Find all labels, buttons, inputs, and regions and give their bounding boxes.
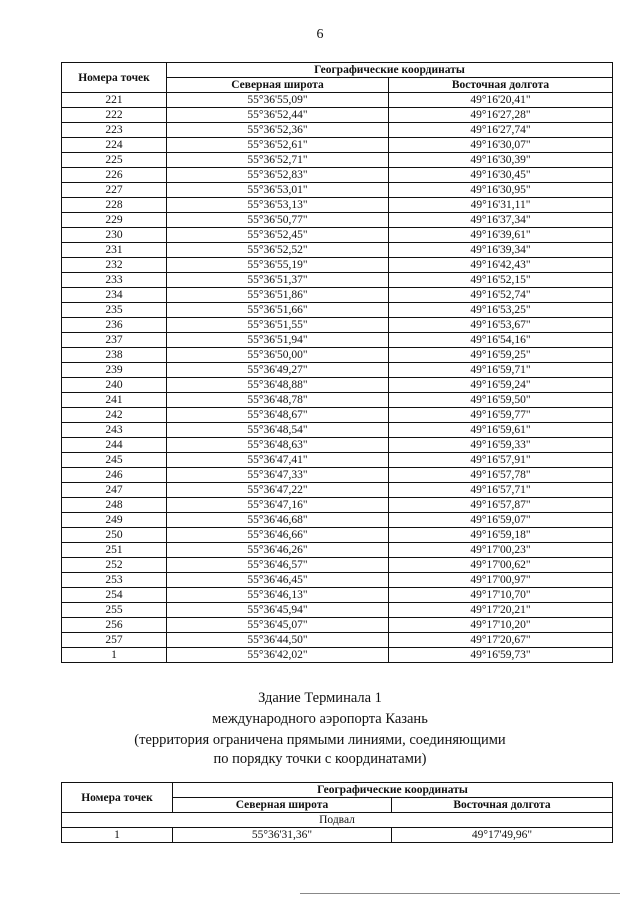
point-number-cell: 256: [62, 618, 167, 633]
latitude-cell: 55°36'46,45": [167, 573, 389, 588]
latitude-cell: 55°36'47,16": [167, 498, 389, 513]
latitude-cell: 55°36'51,86": [167, 288, 389, 303]
latitude-cell: 55°36'51,55": [167, 318, 389, 333]
table-row: [62, 348, 613, 363]
point-number-cell: 236: [62, 318, 167, 333]
longitude-cell: 49°17'10,70": [389, 588, 613, 603]
latitude-cell: 55°36'52,44": [167, 108, 389, 123]
latitude-cell: 55°36'55,09": [167, 93, 389, 108]
point-number-cell: 249: [62, 513, 167, 528]
longitude-cell: 49°16'57,78": [389, 468, 613, 483]
latitude-cell: 55°36'42,02": [167, 648, 389, 663]
longitude-cell: 49°16'37,34": [389, 213, 613, 228]
longitude-cell: 49°17'20,67": [389, 633, 613, 648]
longitude-cell: 49°16'30,07": [389, 138, 613, 153]
longitude-cell: 49°16'53,25": [389, 303, 613, 318]
longitude-cell: 49°16'59,61": [389, 423, 613, 438]
point-number-cell: 253: [62, 573, 167, 588]
latitude-cell: 55°36'46,26": [167, 543, 389, 558]
section-heading-note-line2: по порядку точки с координатами): [213, 751, 427, 767]
longitude-cell: 49°16'59,50": [389, 393, 613, 408]
table-row: [62, 243, 613, 258]
table-row: [62, 273, 613, 288]
point-number-cell: 223: [62, 123, 167, 138]
header-geo-coordinates: Географические координаты: [173, 783, 613, 798]
point-number-cell: 237: [62, 333, 167, 348]
longitude-cell: 49°16'30,39": [389, 153, 613, 168]
latitude-cell: 55°36'49,27": [167, 363, 389, 378]
longitude-cell: 49°16'27,28": [389, 108, 613, 123]
point-number-cell: 248: [62, 498, 167, 513]
point-number-cell: 241: [62, 393, 167, 408]
longitude-cell: 49°16'31,11": [389, 198, 613, 213]
table-row: [62, 378, 613, 393]
table-row: [62, 618, 613, 633]
table-row: [62, 213, 613, 228]
point-number-cell: 1: [62, 828, 173, 843]
longitude-cell: 49°16'57,87": [389, 498, 613, 513]
point-number-cell: 254: [62, 588, 167, 603]
table-row: [62, 123, 613, 138]
point-number-cell: 221: [62, 93, 167, 108]
latitude-cell: 55°36'48,54": [167, 423, 389, 438]
header-east-longitude: Восточная долгота: [392, 798, 613, 813]
point-number-cell: 228: [62, 198, 167, 213]
latitude-cell: 55°36'48,67": [167, 408, 389, 423]
longitude-cell: 49°16'39,61": [389, 228, 613, 243]
table-row: [62, 603, 613, 618]
longitude-cell: 49°17'20,21": [389, 603, 613, 618]
latitude-cell: 55°36'52,83": [167, 168, 389, 183]
latitude-cell: 55°36'52,71": [167, 153, 389, 168]
table-row: [62, 468, 613, 483]
latitude-cell: 55°36'51,37": [167, 273, 389, 288]
point-number-cell: 222: [62, 108, 167, 123]
header-point-numbers: Номера точек: [62, 783, 173, 813]
header-east-longitude: Восточная долгота: [389, 78, 613, 93]
table-row: [62, 198, 613, 213]
latitude-cell: 55°36'48,88": [167, 378, 389, 393]
longitude-cell: 49°17'49,96": [392, 828, 613, 843]
latitude-cell: 55°36'48,63": [167, 438, 389, 453]
table-row: [62, 528, 613, 543]
terminal-coordinates-table-body: [62, 828, 613, 843]
table-row: [62, 228, 613, 243]
point-number-cell: 250: [62, 528, 167, 543]
latitude-cell: 55°36'53,13": [167, 198, 389, 213]
point-number-cell: 224: [62, 138, 167, 153]
latitude-cell: 55°36'48,78": [167, 393, 389, 408]
table-row: [62, 543, 613, 558]
table-row: [62, 633, 613, 648]
table-row: [62, 498, 613, 513]
longitude-cell: 49°16'59,25": [389, 348, 613, 363]
table-row: [62, 438, 613, 453]
latitude-cell: 55°36'46,66": [167, 528, 389, 543]
table-row: [62, 393, 613, 408]
longitude-cell: 49°17'00,62": [389, 558, 613, 573]
point-number-cell: 245: [62, 453, 167, 468]
latitude-cell: 55°36'46,57": [167, 558, 389, 573]
latitude-cell: 55°36'51,66": [167, 303, 389, 318]
section-label-basement: Подвал: [62, 813, 613, 828]
table-row: [62, 303, 613, 318]
longitude-cell: 49°16'59,71": [389, 363, 613, 378]
point-number-cell: 252: [62, 558, 167, 573]
point-number-cell: 257: [62, 633, 167, 648]
longitude-cell: 49°16'30,45": [389, 168, 613, 183]
point-number-cell: 239: [62, 363, 167, 378]
longitude-cell: 49°16'59,33": [389, 438, 613, 453]
latitude-cell: 55°36'45,07": [167, 618, 389, 633]
longitude-cell: 49°16'53,67": [389, 318, 613, 333]
latitude-cell: 55°36'44,50": [167, 633, 389, 648]
table-row: [62, 828, 613, 843]
coordinates-table-body: [62, 93, 613, 663]
longitude-cell: 49°16'42,43": [389, 258, 613, 273]
table-row: [62, 648, 613, 663]
longitude-cell: 49°16'59,24": [389, 378, 613, 393]
point-number-cell: 246: [62, 468, 167, 483]
point-number-cell: 255: [62, 603, 167, 618]
longitude-cell: 49°16'27,74": [389, 123, 613, 138]
latitude-cell: 55°36'45,94": [167, 603, 389, 618]
table-row: [62, 558, 613, 573]
point-number-cell: 233: [62, 273, 167, 288]
table-row: [62, 483, 613, 498]
table-row: [62, 408, 613, 423]
point-number-cell: 240: [62, 378, 167, 393]
header-point-numbers: Номера точек: [62, 63, 167, 93]
table-row: [62, 153, 613, 168]
table-row: [62, 108, 613, 123]
point-number-cell: 229: [62, 213, 167, 228]
longitude-cell: 49°16'57,91": [389, 453, 613, 468]
longitude-cell: 49°16'59,18": [389, 528, 613, 543]
longitude-cell: 49°16'54,16": [389, 333, 613, 348]
point-number-cell: 242: [62, 408, 167, 423]
latitude-cell: 55°36'50,00": [167, 348, 389, 363]
point-number-cell: 227: [62, 183, 167, 198]
table-row: [62, 588, 613, 603]
table-row: [62, 453, 613, 468]
table-row: [62, 363, 613, 378]
point-number-cell: 238: [62, 348, 167, 363]
longitude-cell: 49°16'59,73": [389, 648, 613, 663]
header-north-latitude: Северная широта: [167, 78, 389, 93]
table-row: [62, 258, 613, 273]
longitude-cell: 49°17'00,97": [389, 573, 613, 588]
point-number-cell: 234: [62, 288, 167, 303]
point-number-cell: 251: [62, 543, 167, 558]
coordinates-table: [61, 62, 613, 663]
table-row: [62, 333, 613, 348]
section-heading-subtitle: международного аэропорта Казань: [212, 711, 428, 727]
page-number: 6: [316, 27, 324, 42]
terminal-coordinates-table: [61, 782, 613, 843]
latitude-cell: 55°36'52,45": [167, 228, 389, 243]
latitude-cell: 55°36'52,61": [167, 138, 389, 153]
latitude-cell: 55°36'47,33": [167, 468, 389, 483]
latitude-cell: 55°36'46,13": [167, 588, 389, 603]
latitude-cell: 55°36'51,94": [167, 333, 389, 348]
latitude-cell: 55°36'31,36": [173, 828, 392, 843]
longitude-cell: 49°16'20,41": [389, 93, 613, 108]
table-row: [62, 318, 613, 333]
point-number-cell: 1: [62, 648, 167, 663]
point-number-cell: 232: [62, 258, 167, 273]
latitude-cell: 55°36'53,01": [167, 183, 389, 198]
point-number-cell: 230: [62, 228, 167, 243]
latitude-cell: 55°36'55,19": [167, 258, 389, 273]
point-number-cell: 231: [62, 243, 167, 258]
header-geo-coordinates: Географические координаты: [167, 63, 613, 78]
page-bottom-rule: [300, 893, 620, 894]
point-number-cell: 243: [62, 423, 167, 438]
section-heading-title: Здание Терминала 1: [258, 690, 382, 706]
point-number-cell: 235: [62, 303, 167, 318]
table-row: [62, 138, 613, 153]
point-number-cell: 225: [62, 153, 167, 168]
latitude-cell: 55°36'50,77": [167, 213, 389, 228]
longitude-cell: 49°16'39,34": [389, 243, 613, 258]
table-row: [62, 183, 613, 198]
latitude-cell: 55°36'52,52": [167, 243, 389, 258]
table-row: [62, 513, 613, 528]
longitude-cell: 49°16'52,74": [389, 288, 613, 303]
table-row: [62, 288, 613, 303]
table-row: [62, 423, 613, 438]
latitude-cell: 55°36'47,41": [167, 453, 389, 468]
longitude-cell: 49°16'57,71": [389, 483, 613, 498]
longitude-cell: 49°16'59,07": [389, 513, 613, 528]
latitude-cell: 55°36'52,36": [167, 123, 389, 138]
point-number-cell: 244: [62, 438, 167, 453]
header-north-latitude: Северная широта: [173, 798, 392, 813]
point-number-cell: 247: [62, 483, 167, 498]
table-row: [62, 168, 613, 183]
longitude-cell: 49°17'10,20": [389, 618, 613, 633]
longitude-cell: 49°16'30,95": [389, 183, 613, 198]
longitude-cell: 49°16'52,15": [389, 273, 613, 288]
latitude-cell: 55°36'46,68": [167, 513, 389, 528]
table-row: [62, 93, 613, 108]
table-row: [62, 573, 613, 588]
longitude-cell: 49°16'59,77": [389, 408, 613, 423]
point-number-cell: 226: [62, 168, 167, 183]
latitude-cell: 55°36'47,22": [167, 483, 389, 498]
longitude-cell: 49°17'00,23": [389, 543, 613, 558]
section-heading-note-line1: (территория ограничена прямыми линиями, соединяющими: [134, 732, 506, 748]
